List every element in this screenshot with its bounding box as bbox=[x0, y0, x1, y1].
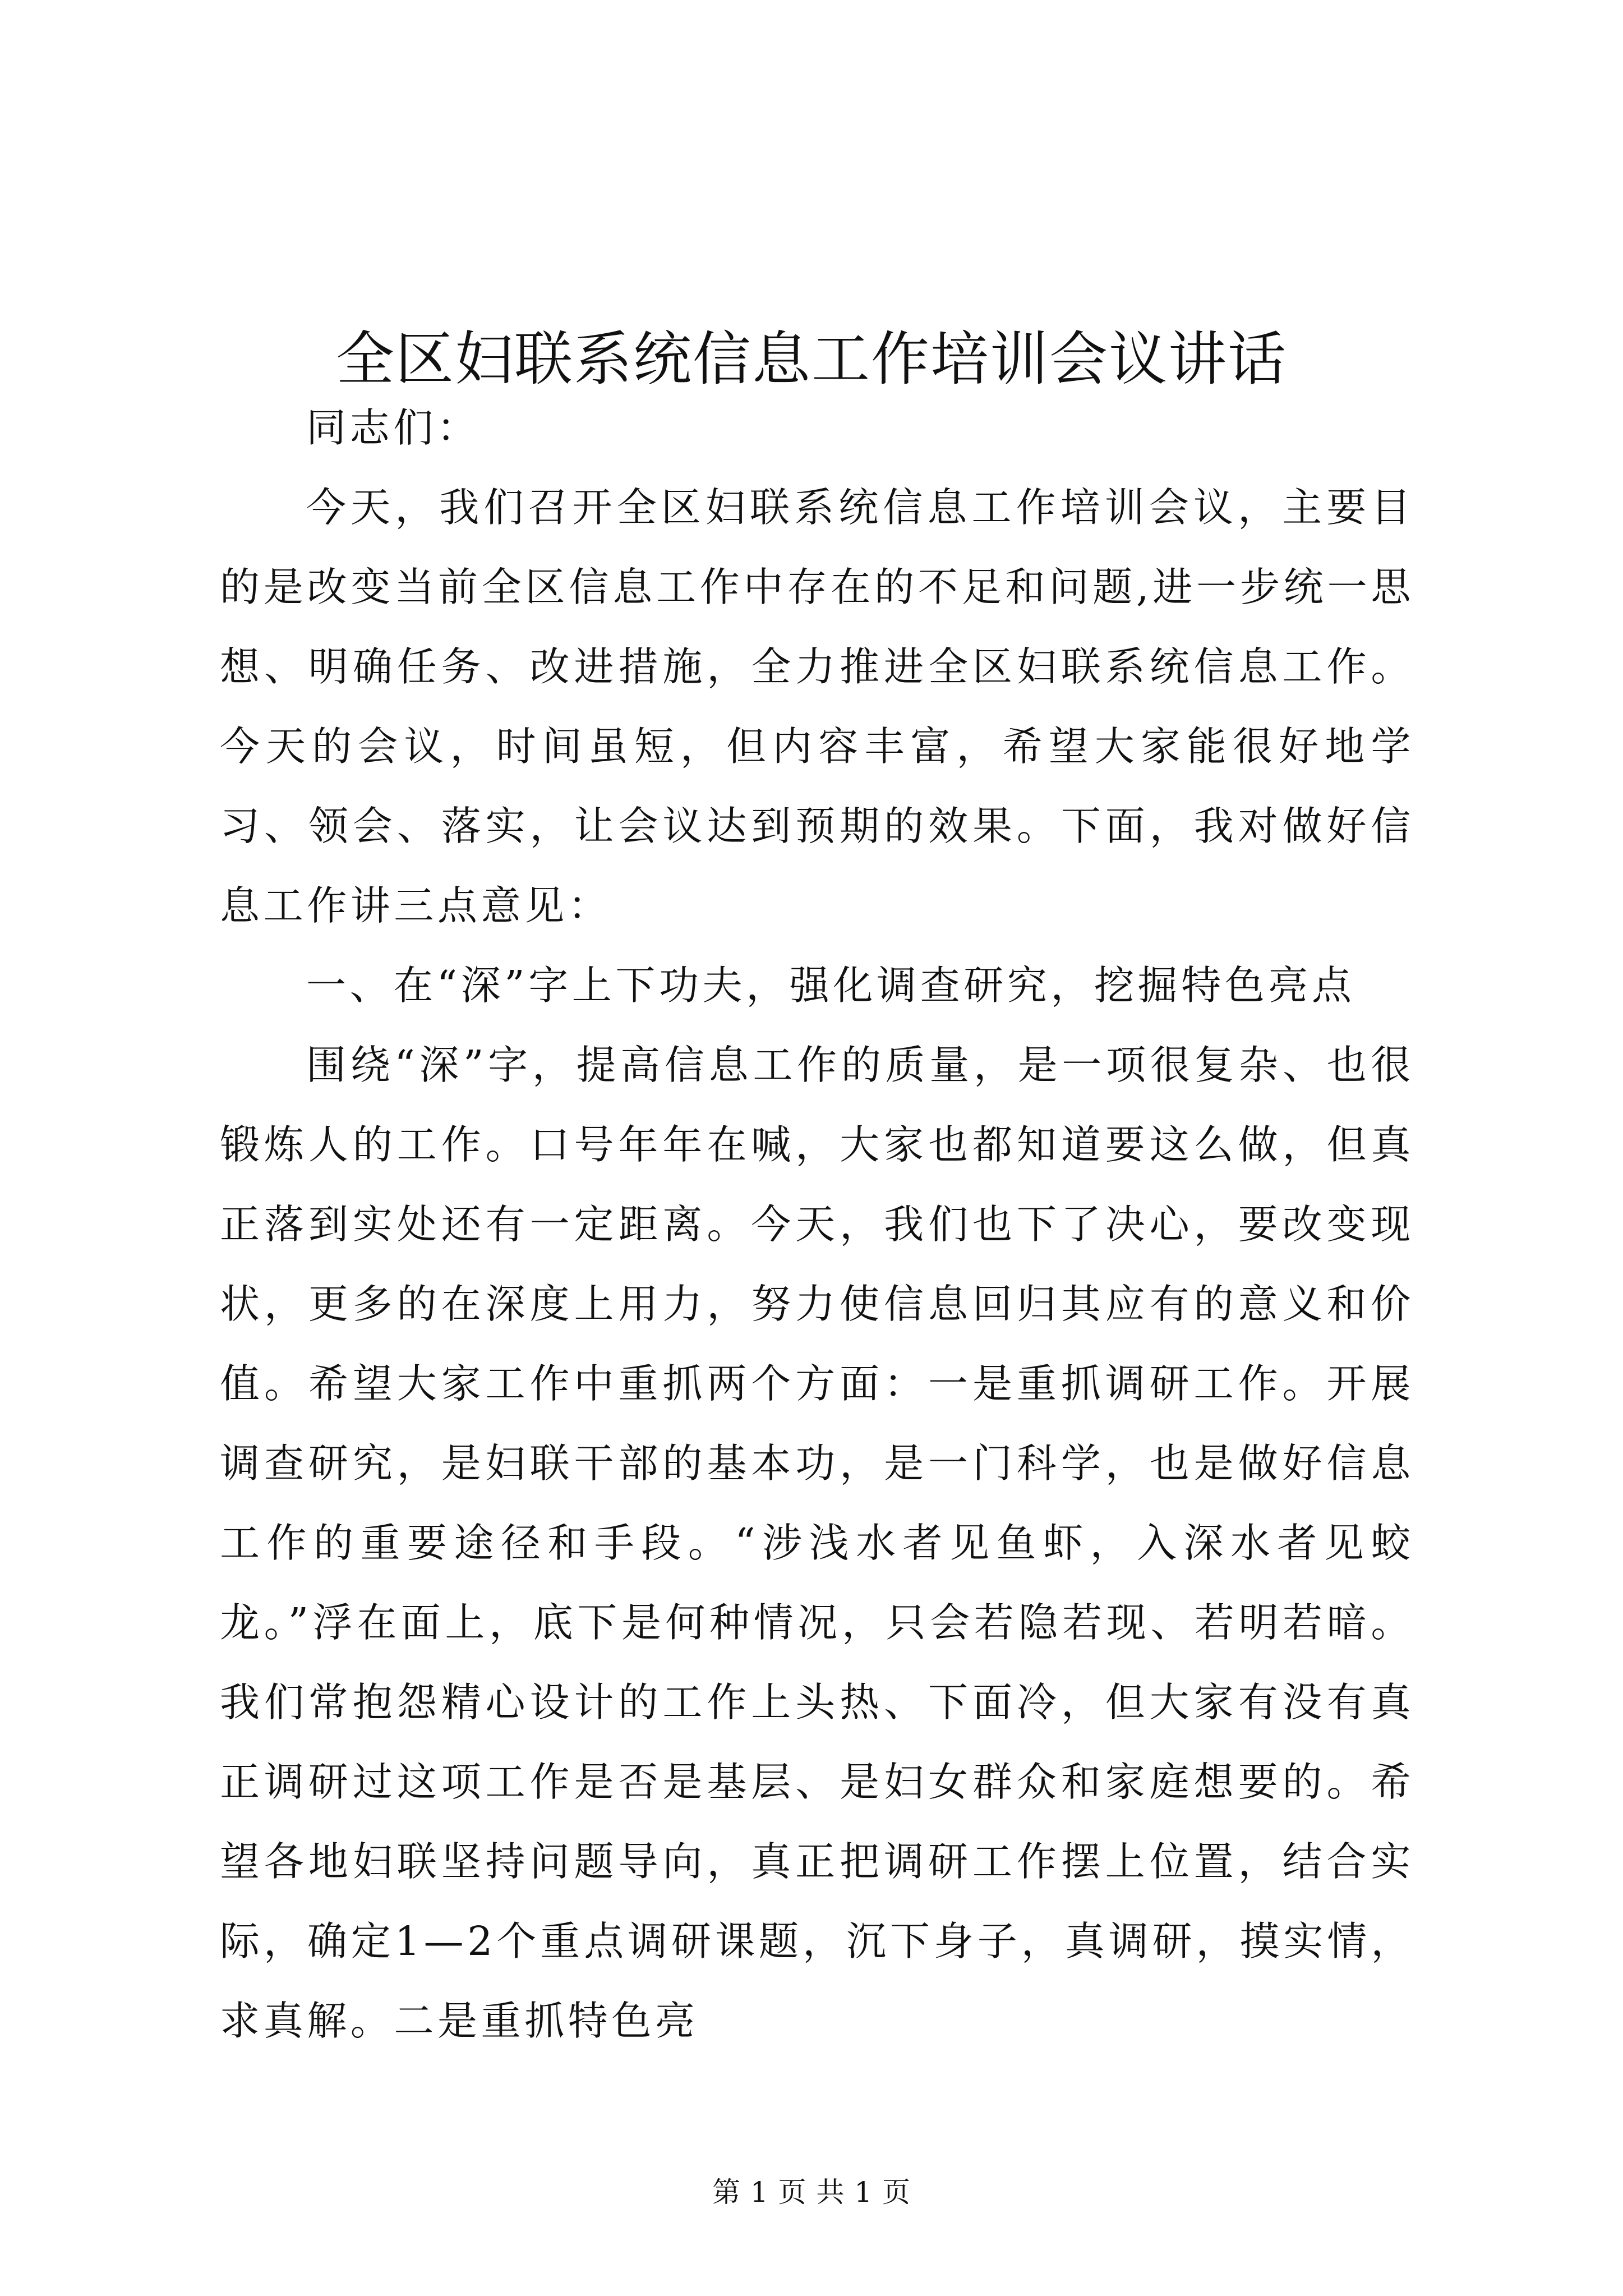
paragraph-intro: 今天，我们召开全区妇联系统信息工作培训会议，主要目的是改变当前全区信息工作中存在的不足和问题,进一步统一思想、明确任务、改进措施，全力推进全区妇联系统信息工作。今天的会议，时间虽短，但内容丰富，希望大家能很好地学习、领会、落实，让会议达到预期的效果。下面，我对做好信息工作讲三点意见： bbox=[220, 484, 1414, 929]
document-body bbox=[220, 388, 1414, 2061]
section-heading-1: 一、在“深”字上下功夫，强化调查研究，挖掘特色亮点 bbox=[306, 962, 1355, 1009]
salutation: 同志们： bbox=[306, 404, 481, 451]
page-number-footer: 第 1 页 共 1 页 bbox=[712, 2176, 911, 2208]
document-title: 全区妇联系统信息工作培训会议讲话 bbox=[335, 324, 1287, 393]
paragraph-section-1: 围绕“深”字，提高信息工作的质量，是一项很复杂、也很锻炼人的工作。口号年年在喊，大家也都知道要这么做，但真正落到实处还有一定距离。今天，我们也下了决心，要改变现状，更多的在深度上用力，努力使信息回归其应有的意义和价值。希望大家工作中重抓两个方面：一是重抓调研工作。开展调查研究，是妇联干部的基本功，是一门科学，也是做好信息工作的重要途径和手段。“涉浅水者见鱼虾，入深水者见蛟龙。”浮在面上，底下是何种情况，只会若隐若现、若明若暗。我们常抱怨精心设计的工作上头热、下面冷，但大家有没有真正调研过这项工作是否是基层、是妇女群众和家庭想要的。希望各地妇联坚持问题导向，真正把调研工作摆上位置，结合实际，确定1—2个重点调研课题，沉下身子，真调研，摸实情，求真解。二是重抓特色亮 bbox=[220, 1042, 1414, 2044]
